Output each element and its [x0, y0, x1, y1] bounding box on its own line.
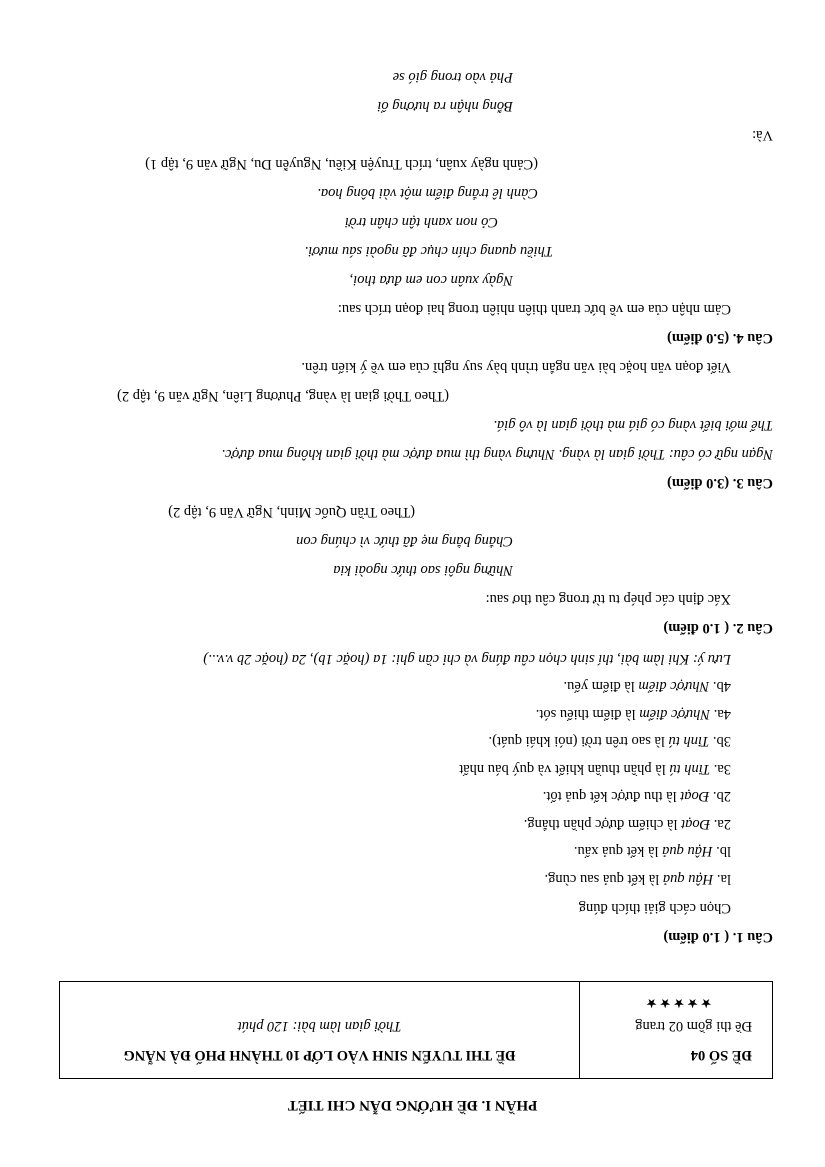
q1-option: [489, 732, 731, 750]
q1-option-definition: là kết quả sau cùng.: [544, 871, 663, 887]
q3-source: (Theo Thời gian là vàng, Phương Liên, Ngữ văn 9, tập 2): [117, 388, 449, 404]
part-title: PHẦN I. ĐỀ HƯỚNG DẪN CHI TIẾT: [287, 1097, 538, 1113]
q1-option: [536, 705, 731, 723]
exam-code: ĐỀ SỐ 04: [690, 1047, 752, 1063]
q1-option: [459, 760, 731, 778]
header-table: [59, 981, 773, 1079]
q1-option-term: Nhược điểm: [639, 706, 711, 722]
q4-verse2-line-1: Bỗng nhận ra hương ổi: [377, 98, 513, 114]
q1-option-prefix: lb.: [712, 843, 731, 860]
q1-option-term: Hậu quả: [662, 843, 713, 860]
q2-heading: Câu 2. ( 1.0 điểm): [663, 620, 773, 636]
q4-verse1-line-2: Thiều quang chín chục đã ngoài sáu mươi.: [304, 243, 553, 259]
q1-instruction: Chọn cách giải thích đúng: [578, 900, 731, 916]
q3-quote-line-1: Ngạn ngữ có câu: Thời gian là vàng. Nhưng vàng thì mua được mà thời gian không mua được.: [221, 446, 773, 462]
header-right-cell: [60, 982, 579, 1078]
q1-option-term: Tinh tú: [669, 761, 711, 777]
q1-option: [564, 677, 731, 695]
q1-option-prefix: 2a.: [710, 816, 731, 832]
q1-option-term: Hậu quả: [662, 871, 714, 887]
q4-verse1-line-3: Cỏ non xanh tận chân trời: [344, 214, 498, 230]
q1-option-prefix: 3b.: [709, 733, 731, 750]
q4-source-1: (Cảnh ngày xuân, trích Truyện Kiều, Nguyễn Du, Ngữ văn 9, tập 1): [145, 156, 538, 172]
q1-note: Lưu ý: Khi làm bài, thí sinh chọn câu đúng và chỉ cần ghi: 1a (hoặc 1b), 2a (hoặc 2b v.v...): [203, 651, 731, 667]
q1-option-term: Nhược điểm: [638, 678, 710, 695]
q1-option: [543, 787, 731, 805]
q2-verse-line-1: Những ngôi sao thức ngoài kia: [333, 562, 513, 578]
q1-heading: Câu 1. ( 1.0 điểm): [663, 929, 773, 945]
q4-and-label: Và:: [752, 127, 773, 143]
stars-decoration: ★★★★★: [643, 996, 712, 1011]
q1-option-term: Đoạt: [680, 788, 710, 805]
q1-option-prefix: 4a.: [710, 706, 731, 722]
q1-option-term: Đoạt: [681, 816, 711, 832]
exam-title: ĐỀ THI TUYỂN SINH VÀO LỚP 10 THÀNH PHỐ ĐÀ NẴNG: [123, 1047, 516, 1063]
q1-option: [545, 870, 731, 888]
page-count: Đề thi gồm 02 trang: [635, 1018, 752, 1034]
q2-verse-line-2: Chẳng bằng mẹ đã thức vì chúng con: [296, 533, 513, 549]
q1-option: [574, 842, 731, 860]
q1-option-prefix: 2b.: [709, 788, 731, 805]
q2-source: (Theo Trần Quốc Minh, Ngữ Văn 9, tập 2): [168, 504, 415, 520]
q4-verse2-line-2: Phả vào trong gió se: [392, 69, 513, 85]
header-left-cell: [579, 982, 772, 1078]
q1-option-definition: là sao trên trời (nói khái quát).: [488, 733, 669, 750]
q1-option-definition: là thu được kết quả tốt.: [542, 788, 681, 805]
q3-quote-line-2: Thế mới biết vàng có giá mà thời gian là vô giá.: [493, 417, 773, 433]
q3-heading: Câu 3. (3.0 điểm): [667, 475, 773, 491]
exam-duration: Thời gian làm bài: 120 phút: [237, 1018, 402, 1034]
q3-task: Viết đoạn văn hoặc bài văn ngắn trình bày suy nghĩ của em về ý kiến trên.: [301, 359, 731, 375]
q1-option-prefix: 3a.: [710, 761, 731, 777]
q1-option: [524, 815, 731, 833]
q1-option-definition: là chiếm được phần thắng.: [523, 816, 682, 832]
q1-option-definition: là kết quả xấu.: [573, 843, 663, 860]
q4-verse1-line-1: Ngày xuân con em đưa thoi,: [349, 272, 513, 288]
q1-option-prefix: la.: [713, 871, 731, 887]
q1-option-term: Tinh tú: [668, 733, 710, 750]
q2-instruction: Xác định các phép tu từ trong câu thơ sau:: [485, 591, 731, 607]
q1-option-definition: là điểm yếu.: [563, 678, 639, 695]
q1-option-definition: là phần thuần khiết và quý báu nhất: [459, 761, 670, 777]
q4-heading: Câu 4. (5.0 điểm): [667, 330, 773, 346]
q1-option-prefix: 4b.: [709, 678, 731, 695]
q4-task: Cảm nhận của em về bức tranh thiên nhiên trong hai đoạn trích sau:: [337, 301, 731, 317]
q1-option-definition: là điểm thiếu sót.: [535, 706, 640, 722]
q4-verse1-line-4: Cành lê trắng điểm một vài bông hoa.: [317, 185, 538, 201]
